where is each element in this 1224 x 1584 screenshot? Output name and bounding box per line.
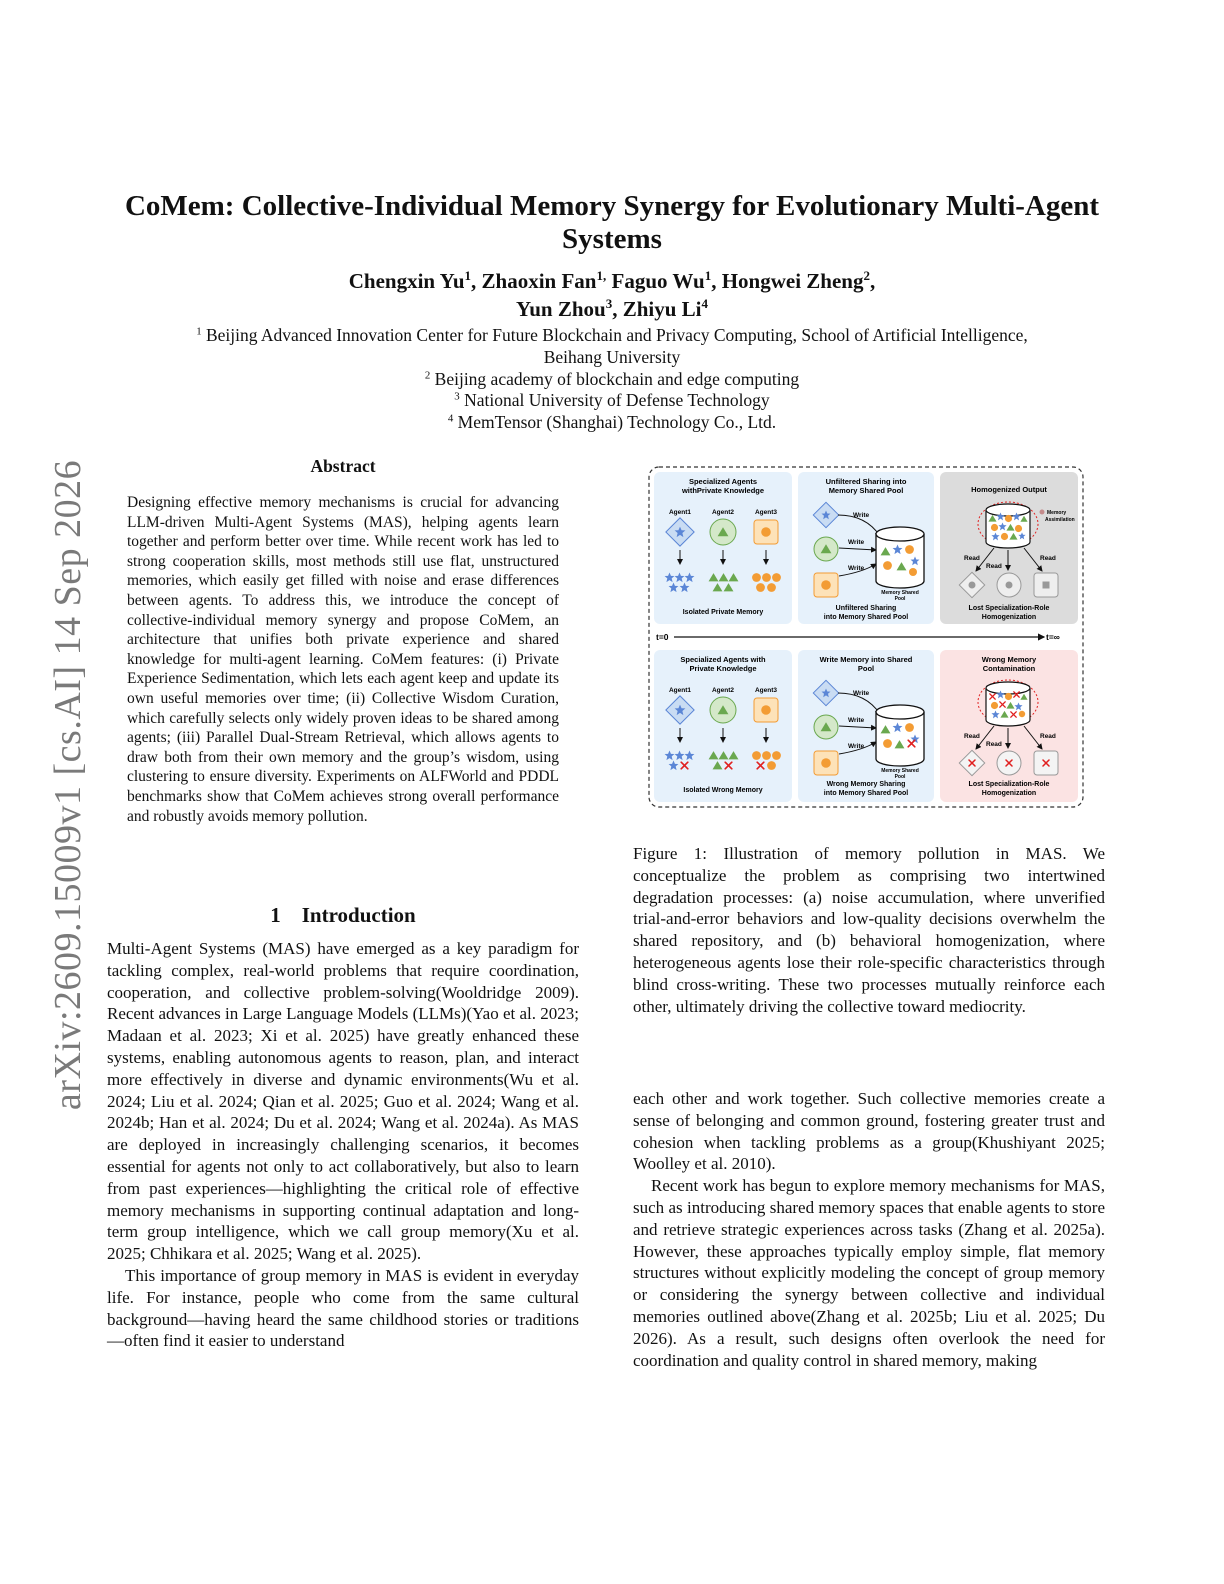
memory-assimilation-label: Memory Assimilation [1045,510,1075,523]
panel-d-title: Specialized Agents with Private Knowledge [680,655,766,673]
memory-pool-cylinder-icon [876,527,924,588]
author-list [110,267,1114,323]
author: Chengxin Yu$^1$, [348,267,482,293]
paragraph: Multi-Agent Systems (MAS) have emerged as a key paradigm for tackling complex, real-world problems that require coordination, cooperation, and collective problem-solving(Wooldridge 2009). Recent advances in Large Language Models (LLMs)(Yao et al. 2023; Madaan et al. 2023; Xi et al. 2025) have greatly enhanced these systems, enabling autonomous agents to reason, plan, and interact more effectively in diverse and dynamic environments(Wu et al. 2024; Liu et al. 2024; Qian et al. 2025; Guo et al. 2024; Wang et al. 2024b; Han et al. 2024; Du et al. 2024; Wang et al. 2024a). As MAS are deployed in increasingly challenging scenarios, it becomes essential for agents not only to act collaboratively, but also to learn from past experiences—highlighting the critical role of effective memory mechanisms in supporting continual adaptation and long-term group intelligence, which we call group memory(Xu et al. 2025; Chhikara et al. 2025; Wang et al. 2025). [107,939,579,1264]
abstract-heading: Abstract [310,456,376,476]
author: Yun Zhou$^3$, [515,295,623,321]
paragraph: each other and work together. Such collective memories create a sense of belonging and common ground, fostering greater trust and cohesion when tackling problems as a group(Khushiyant 2025; Woolley et al. 2010). [633,1089,1105,1174]
panel-d-footer: Isolated Wrong Memory [683,787,763,794]
svg-text:Read: Read [964,555,980,562]
author: Zhaoxin Fan$^{1,}$ [481,267,607,293]
affiliation: Beihang University [543,346,681,367]
svg-text:Read: Read [1040,733,1056,740]
svg-text:Write: Write [853,690,870,697]
figure-caption: Figure 1: Illustration of memory pollution in MAS. We conceptualize the problem as comprising two intertwined degradation processes: (a) noise accumulation, where unverified trial-and-error behaviors and low-quality decisions overwhelm the shared repository, and (b) behavioral homogenization, where heterogeneous agents lose their role-specific characteristics through blind cross-writing. These two processes mutually reinforce each other, ultimately driving the collective toward mediocrity. [633,844,1105,1016]
affiliation: $^4$ MemTensor (Shanghai) Technology Co., Ltd. [447,412,777,433]
svg-text:Write: Write [848,717,865,724]
timeline-end: t=∞ [1046,632,1060,642]
paragraph: This importance of group memory in MAS is evident in everyday life. For instance, people who come from the same cultural background—having heard the same childhood stories or traditions—often find it easier to understand [107,1265,579,1351]
author: Zhiyu Li$^4$ [622,295,709,321]
paper-title: CoMem: Collective-Individual Memory Synergy for Evolutionary Multi-Agent Systems [124,190,1100,255]
svg-text:Read: Read [1040,555,1056,562]
agent2-label: Agent2 [711,509,735,516]
svg-text:Read: Read [986,741,1002,748]
svg-text:Read: Read [964,733,980,740]
panel-c-footer: Lost Specialization-Role Homogenization [968,605,1050,621]
agent1-label: Agent1 [668,509,692,516]
agent3-label: Agent3 [754,509,778,516]
affiliation: $^3$ National University of Defense Technology [454,390,770,411]
svg-text:Agent2: Agent2 [711,687,735,694]
arxiv-side-stamp: arXiv:2609.15009v1 [cs.AI] 14 Sep 2026 [47,459,89,1111]
svg-text:Write: Write [848,743,865,750]
affiliation: $^2$ Beijing academy of blockchain and edge computing [424,368,800,389]
svg-text:Write: Write [848,539,865,546]
panel-b-title: Unfiltered Sharing into Memory Shared Pool [825,477,907,495]
svg-text:Memory SharedPool: Memory Shared Pool [881,590,919,602]
panel-f-title: Wrong Memory Contamination [981,655,1037,673]
author: Hongwei Zheng$^2$, [721,267,876,293]
svg-text:Agent1: Agent1 [668,687,692,694]
panel-c-title: Homogenized Output [971,485,1047,494]
svg-text:Write: Write [853,512,870,519]
abstract-text: Designing effective memory mechanisms is crucial for advancing LLM-driven Multi-Agent Systems (MAS), helping agents learn together and perform better over time. While recent work has led to strong cooperation skills, most methods still use flat, unstructured memories, which easily get filled with noise and erase differences between agents. To address this, we introduce the concept of collective-individual memory synergy and propose CoMem, an architecture that unifies both private experience and shared knowledge for multi-agent learning. CoMem features: (i) Private Experience Sedimentation, which lets each agent keep and update its own useful memories over time; (ii) Collective Wisdom Curation, which carefully selects only widely proven ideas to be shared among agents; (iii) Parallel Dual-Stream Retrieval, which allows agents to draw both from their own memory and the group’s wisdom, using clustering to ensure diversity. Experiments on ALFWorld and PDDL benchmarks show that CoMem achieves strong overall performance and robustly avoids memory pollution. [127,494,559,825]
affiliation: $^1$ Beijing Advanced Innovation Center for Future Blockchain and Privacy Computing, School of Artificial Intelligence, [196,325,1028,345]
wrong-memory-pool-cylinder-icon [876,705,924,766]
svg-text:Read: Read [986,563,1002,570]
figure-1 [648,466,1084,808]
contaminated-pool-cylinder-icon [978,680,1038,726]
homogenized-pool-cylinder-icon [978,502,1038,548]
author: Faguo Wu$^1$, [611,267,722,293]
intro-heading: 1 Introduction [270,903,416,927]
panel-e-footer: Wrong Memory Sharing into Memory Shared Pool [823,781,909,797]
timeline-start: t=0 [656,632,669,642]
panel-a-footer: Isolated Private Memory [682,609,764,616]
panel-a-title: Specialized Agents withPrivate Knowledge [681,477,765,495]
svg-text:Agent3: Agent3 [754,687,778,694]
svg-text:Memory SharedPool: Memory Shared Pool [881,768,919,780]
left-column-body [107,938,579,1352]
right-column-body [633,1088,1105,1371]
panel-e-title: Write Memory into Shared Pool [819,655,913,673]
svg-text:Write: Write [848,565,865,572]
panel-b-footer: Unfiltered Sharing into Memory Shared Pool [823,605,909,621]
affiliations [110,325,1114,434]
panel-f-footer: Lost Specialization-Role Homogenization [968,781,1050,797]
paragraph: Recent work has begun to explore memory mechanisms for MAS, such as introducing shared memory spaces that enable agents to store and retrieve strategic experiences across tasks (Zhang et al. 2025a). However, these approaches typically employ simple, flat memory structures without explicitly modeling the concept of group memory or considering the synergy between collective and individual memories outlined above(Zhang et al. 2025b; Liu et al. 2025; Du 2026). As a result, such designs often overlook the need for coordination and quality control in shared memory, making [633,1176,1105,1370]
